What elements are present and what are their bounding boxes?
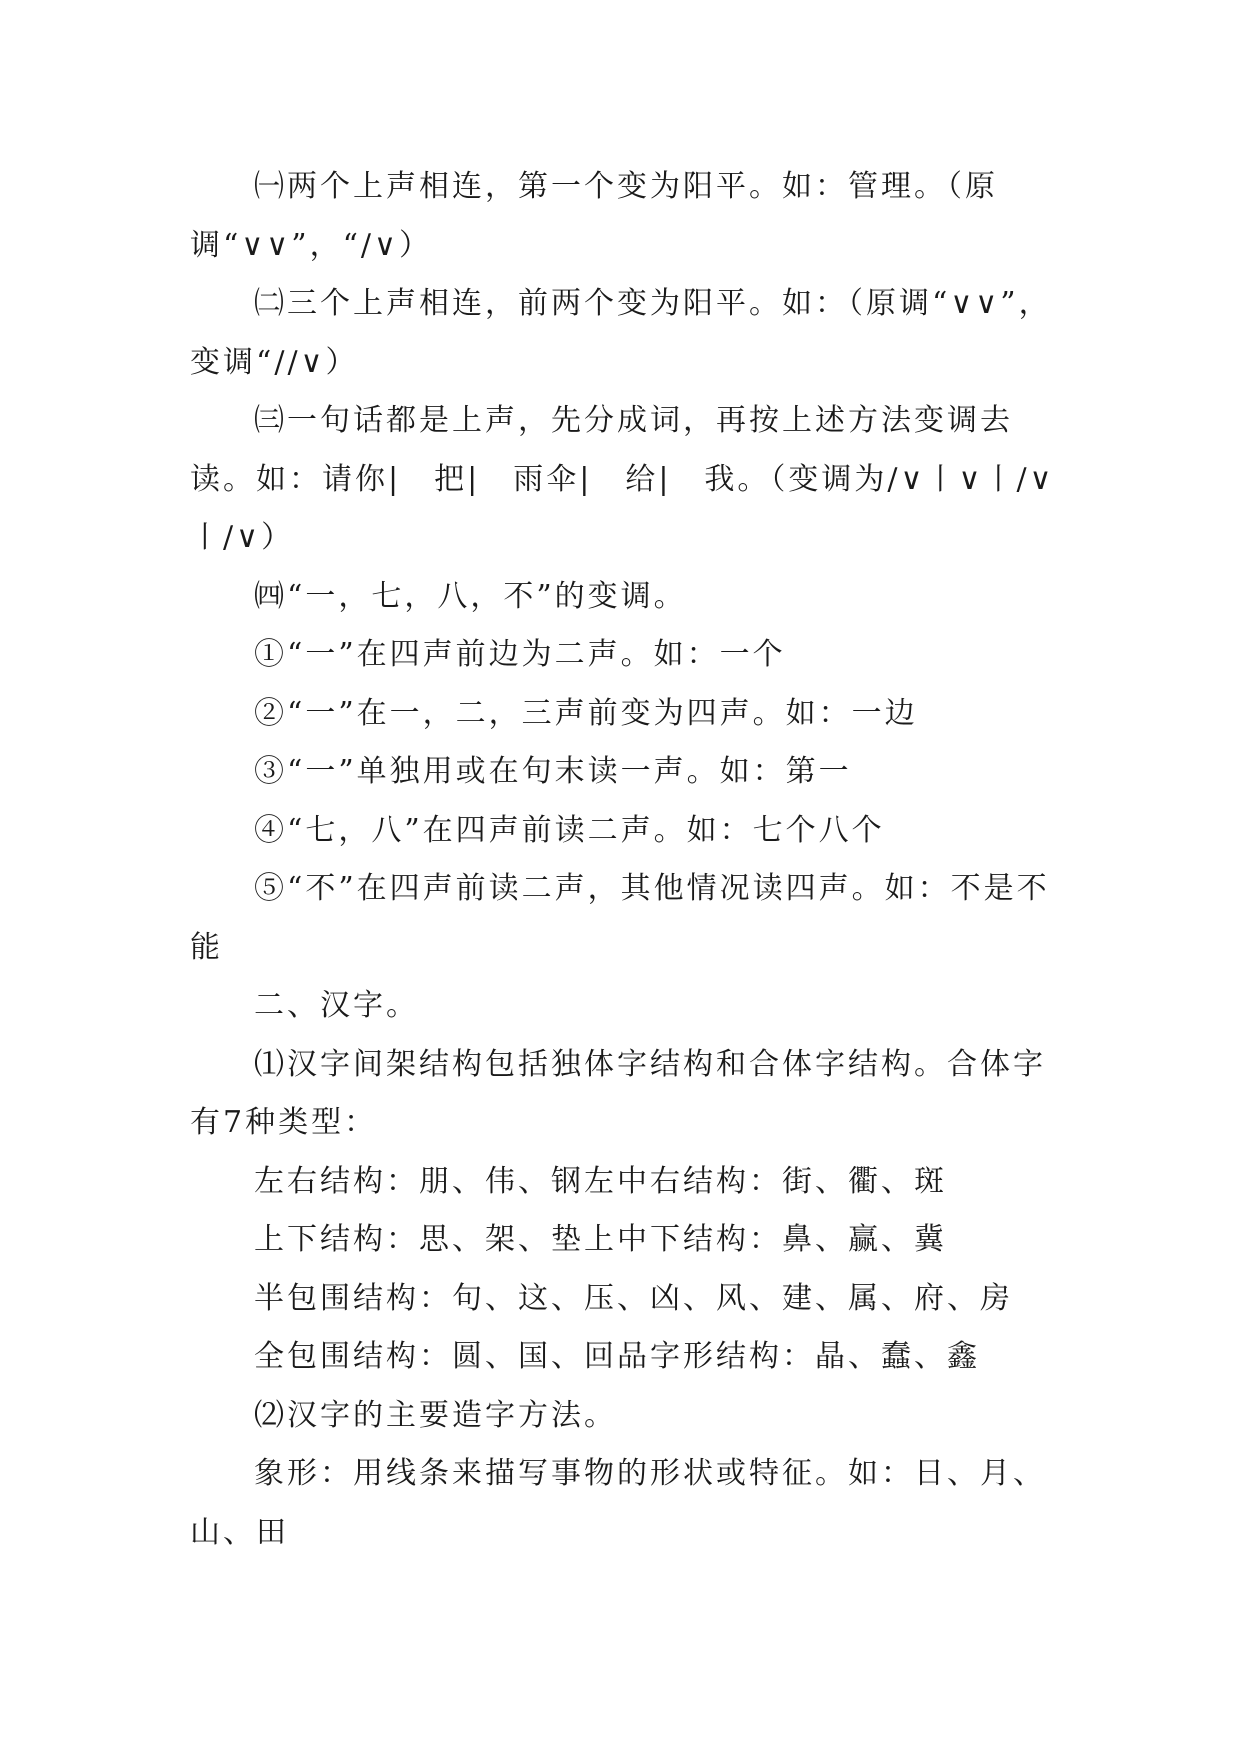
paragraph-tone-sandhi-2: ㈡三个上声相连，前两个变为阳平。如：（原调“∨∨”，变调“//∨） bbox=[190, 286, 1052, 380]
section-heading-hanzi: 二、汉字。 bbox=[254, 988, 419, 1023]
paragraph-left-right-structure: 左右结构：朋、伟、钢左中右结构：街、衢、斑 bbox=[254, 1163, 947, 1199]
document-body bbox=[190, 158, 1055, 1562]
paragraph-tone-sandhi-3: ㈢一句话都是上声，先分成词，再按上述方法变调去读。如：请你| 把| 雨伞| 给| 我。（变调为/∨丨∨丨/∨丨/∨） bbox=[190, 403, 1055, 555]
list-item-bu: ⑤“不”在四声前读二声，其他情况读四声。如：不是不能 bbox=[190, 871, 1050, 965]
list-item-yi-first-tones: ②“一”在一，二，三声前变为四声。如：一边 bbox=[254, 695, 918, 731]
paragraph-tone-sandhi-4: ㈣“一，七，八，不”的变调。 bbox=[254, 578, 687, 614]
paragraph-character-methods: ⑵汉字的主要造字方法。 bbox=[254, 1397, 617, 1433]
paragraph-structure-intro: ⑴汉字间架结构包括独体字结构和合体字结构。合体字有7种类型： bbox=[190, 1046, 1046, 1140]
paragraph-top-bottom-structure: 上下结构：思、架、垫上中下结构：鼻、赢、冀 bbox=[254, 1222, 947, 1257]
paragraph-tone-sandhi-1: ㈠两个上声相连，第一个变为阳平。如：管理。（原调“∨∨”，“/∨） bbox=[190, 169, 998, 263]
paragraph-full-enclosure-structure: 全包围结构：圆、国、回品字形结构：晶、蠢、鑫 bbox=[254, 1339, 980, 1374]
paragraph-half-enclosure-structure: 半包围结构：句、这、压、凶、风、建、属、府、房 bbox=[254, 1280, 1013, 1316]
list-item-yi-alone: ③“一”单独用或在句末读一声。如：第一 bbox=[254, 754, 852, 789]
paragraph-pictograph: 象形：用线条来描写事物的形状或特征。如：日、月、山、田 bbox=[190, 1456, 1046, 1550]
list-item-qi-ba: ④“七，八”在四声前读二声。如：七个八个 bbox=[254, 812, 885, 848]
list-item-yi-fourth-tone: ①“一”在四声前边为二声。如：一个 bbox=[254, 637, 786, 672]
